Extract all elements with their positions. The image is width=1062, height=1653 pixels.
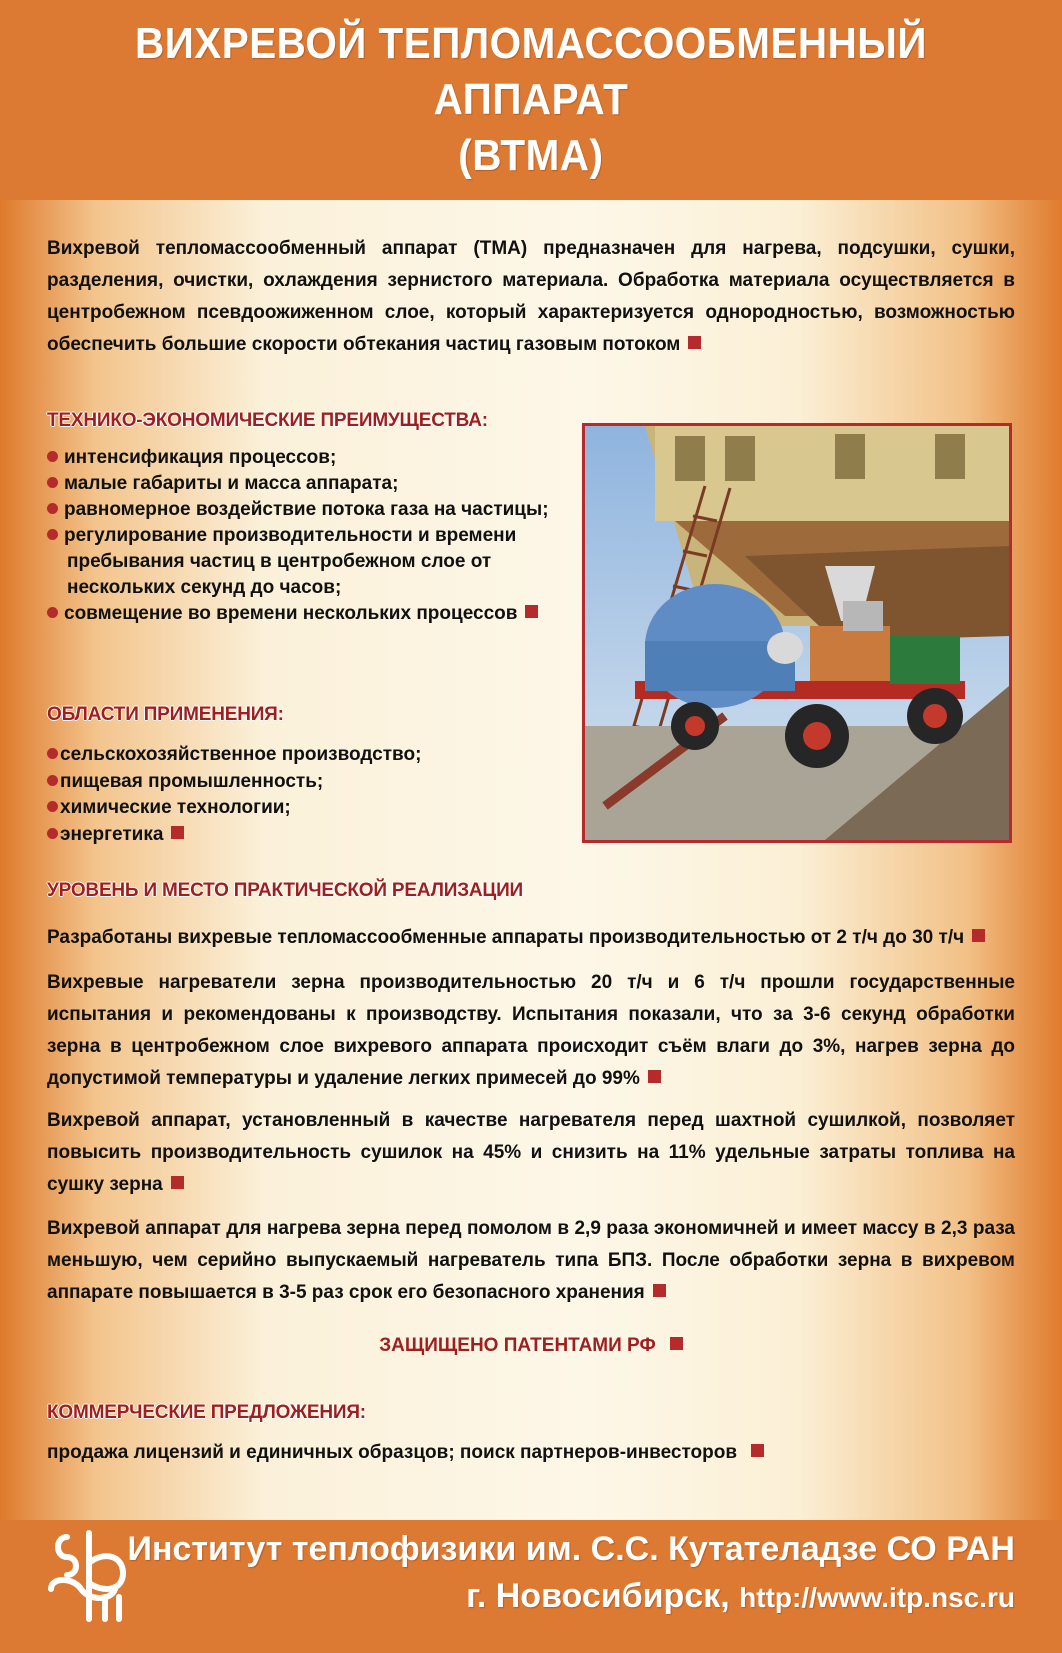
bullet-icon: [47, 451, 58, 462]
implementation-paragraph-3: Вихревой аппарат, установленный в качестве нагревателя перед шахтной сушилкой, позволяет повысить производительность сушилок на 45% и снизить на 11% удельные затраты топлива на сушку зерна: [47, 1110, 1015, 1195]
bullet-icon: [47, 748, 58, 759]
end-square-icon: [171, 826, 184, 839]
list-item: равномерное воздействие потока газа на частицы;: [47, 497, 567, 523]
list-item: интенсификация процессов;: [47, 445, 567, 471]
bullet-icon: [47, 828, 58, 839]
apparatus-photo: [582, 423, 1012, 843]
list-item: химические технологии;: [47, 795, 567, 822]
city-label: г. Новосибирск,: [466, 1577, 730, 1615]
list-item: пищевая промышленность;: [47, 769, 567, 796]
list-item: совмещение во времени нескольких процессов: [47, 601, 567, 627]
end-square-icon: [171, 1176, 184, 1189]
apparatus-illustration: [585, 426, 1009, 840]
end-square-icon: [688, 336, 701, 349]
page-title-line2: (ВТМА): [458, 131, 604, 180]
list-item: сельскохозяйственное производство;: [47, 742, 567, 769]
institute-address: [466, 1577, 1015, 1616]
end-square-icon: [525, 605, 538, 618]
intro-paragraph: [47, 233, 1015, 361]
list-item: регулирование производительности и времени пребывания частиц в центробежном слое от нескольких секунд до часов;: [47, 523, 567, 601]
institute-name: Институт теплофизики им. С.С. Кутателадзе СО РАН: [127, 1530, 1015, 1568]
bullet-icon: [47, 801, 58, 812]
header-banner: [0, 0, 1062, 200]
bullet-icon: [47, 775, 58, 786]
bullet-icon: [47, 607, 58, 618]
website-link[interactable]: http://www.itp.nsc.ru: [739, 1582, 1015, 1613]
implementation-paragraph-4: Вихревой аппарат для нагрева зерна перед помолом в 2,9 раза экономичней и имеет массу в 2,3 раза меньшую, чем серийно выпускаемый нагреватель типа БПЗ. После обработки зерна в вихревом аппарате повышается в 3-5 раз срок его безопасного хранения: [47, 1218, 1015, 1303]
list-item: малые габариты и масса аппарата;: [47, 471, 567, 497]
list-item: энергетика: [47, 822, 567, 849]
end-square-icon: [653, 1284, 666, 1297]
applications-heading: ОБЛАСТИ ПРИМЕНЕНИЯ:: [47, 704, 284, 725]
end-square-icon: [648, 1070, 661, 1083]
end-square-icon: [751, 1444, 764, 1457]
end-square-icon: [972, 929, 985, 942]
patent-notice: ЗАЩИЩЕНО ПАТЕНТАМИ РФ: [0, 1335, 1062, 1357]
advantages-heading: ТЕХНИКО-ЭКОНОМИЧЕСКИЕ ПРЕИМУЩЕСТВА:: [47, 410, 488, 431]
implementation-paragraph-1: Разработаны вихревые тепломассообменные аппараты производительностью от 2 т/ч до 30 т/ч: [47, 922, 1015, 954]
bullet-icon: [47, 529, 58, 540]
applications-list: [47, 742, 567, 848]
end-square-icon: [670, 1337, 683, 1350]
commercial-text: продажа лицензий и единичных образцов; поиск партнеров-инвесторов: [47, 1437, 1015, 1469]
implementation-paragraph-2: Вихревые нагреватели зерна производительностью 20 т/ч и 6 т/ч прошли государственные испытания и рекомендованы к производству. Испытания показали, что за 3-6 секунд обработки зерна в центробежном слое вихревого аппарата происходит съём влаги до 3%, нагрев зерна до допустимой температуры и удаление легких примесей до 99%: [47, 972, 1015, 1089]
advantages-list: [47, 445, 567, 627]
bullet-icon: [47, 503, 58, 514]
commercial-heading: КОММЕРЧЕСКИЕ ПРЕДЛОЖЕНИЯ:: [47, 1402, 366, 1423]
page-title-line1: ВИХРЕВОЙ ТЕПЛОМАССООБМЕННЫЙ АППАРАТ: [135, 19, 927, 124]
bullet-icon: [47, 477, 58, 488]
intro-text: Вихревой тепломассообменный аппарат (ТМА) предназначен для нагрева, подсушки, сушки, разделения, очистки, охлаждения зернистого материала. Обработка материала осуществляется в центробежном псевдоожиженном слое, который характеризуется однородностью, возможностью обеспечить большие скорости обтекания частиц газовым потоком: [47, 238, 1015, 355]
implementation-heading: УРОВЕНЬ И МЕСТО ПРАКТИЧЕСКОЙ РЕАЛИЗАЦИИ: [47, 880, 524, 901]
